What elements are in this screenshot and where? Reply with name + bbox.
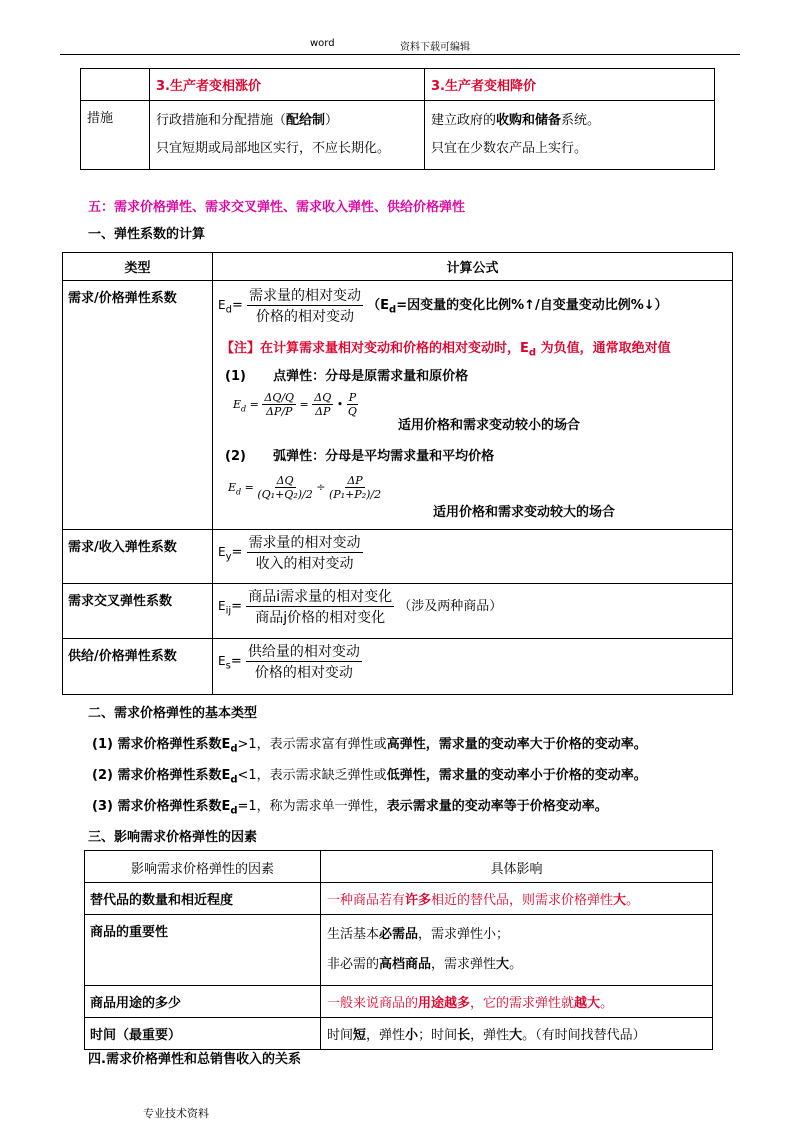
point-elasticity-formula: $E_d$ = $\frac{\Delta Q/Q}{\Delta P/P}$ = $\frac{\Delta Q}{\Delta P}$ • $\frac{P}{Q}$ — [233, 391, 357, 418]
arc-elasticity-title: (2) 弧弹性：分母是平均需求量和平均价格 — [225, 449, 495, 464]
ed-formula: $E_d=$ $\frac{\text{需求量的相对变动}}{\text{价格的相对变动}}$ （$E_d=$因变量的变化比例%↑/自变量变动比例%↓） — [218, 285, 668, 326]
header-lower-price: 3.生产者变相降价 — [425, 69, 715, 101]
header-raise-price: 3.生产者变相涨价 — [150, 69, 425, 101]
cross-elasticity-formula: $E_{ij}=$ $\frac{\text{商品i需求量的相对变化}}{\text{商品j价格的相对变化}}$ （涉及两种商品） — [213, 584, 733, 639]
measures-cell-raise: 行政措施和分配措施（配给制） 只宜短期或局部地区实行，不应长期化。 — [150, 101, 425, 170]
elasticity-table — [62, 252, 733, 695]
measures-label: 措施 — [81, 101, 150, 170]
type-line-1: (1) 需求价格弹性系数$E_d>1$，表示需求富有弹性或高弹性，需求量的变动率大于价格的变动率。 — [92, 737, 647, 755]
effect-importance: 生活基本必需品，需求弹性小； 非必需的高档商品，需求弹性大。 — [321, 915, 713, 986]
ed-note: （$E_d=$因变量的变化比例%↑/自变量变动比例%↓） — [367, 298, 668, 316]
col-type: 类型 — [63, 253, 213, 281]
effect-substitutes: 一种商品若有许多相近的替代品，则需求价格弹性大。 — [321, 883, 713, 915]
section-three-title: 三、影响需求价格弹性的因素 — [88, 830, 258, 845]
header-left: word — [310, 38, 335, 49]
point-elasticity-use: 适用价格和需求变动较小的场合 — [398, 418, 581, 433]
footer-text: 专业技术资料 — [143, 1107, 209, 1120]
header-right: 资料下载可编辑 — [400, 42, 470, 53]
arc-elasticity-formula: $E_d$ = $\frac{\Delta Q}{\text{(Q₁+Q₂)/2}}$ ÷ $\frac{\Delta P}{\text{(P₁+P₂)/2}}$ — [228, 474, 382, 501]
effect-uses: 一般来说商品的用途越多，它的需求弹性就越大。 — [321, 986, 713, 1018]
income-elasticity-formula: $E_y=$ $\frac{\text{需求量的相对变动}}{\text{收入的相对变动}}$ — [213, 530, 733, 584]
supply-elasticity-formula: $E_s=$ $\frac{\text{供给量的相对变动}}{\text{价格的相对变动}}$ — [213, 639, 733, 695]
section-four-title: 四.需求价格弹性和总销售收入的关系 — [88, 1052, 301, 1067]
factor-substitutes: 替代品的数量和相近程度 — [85, 883, 321, 915]
col-formula: 计算公式 — [213, 253, 733, 281]
point-elasticity-title: (1) 点弹性：分母是原需求量和原价格 — [225, 369, 469, 384]
factors-table — [84, 850, 713, 1050]
section-two-title: 二、需求价格弹性的基本类型 — [88, 706, 258, 721]
factor-uses: 商品用途的多少 — [85, 986, 321, 1018]
factors-col-effect: 具体影响 — [321, 851, 713, 883]
row-type-income-elasticity: 需求/收入弹性系数 — [63, 530, 213, 584]
ed-fraction: $\frac{\text{需求量的相对变动}}{\text{价格的相对变动}}$ — [247, 285, 363, 326]
type-line-3: (3) 需求价格弹性系数$E_d=1$，称为需求单一弹性，表示需求量的变动率等于价格变动率。 — [92, 799, 608, 817]
arc-elasticity-use: 适用价格和需求变动较大的场合 — [433, 505, 616, 520]
ed-warning-note: 【注】在计算需求量相对变动和价格的相对变动时，$E_d$ 为负值，通常取绝对值 — [221, 341, 671, 359]
factors-col-factor: 影响需求价格弹性的因素 — [85, 851, 321, 883]
row-type-cross-elasticity: 需求交叉弹性系数 — [63, 584, 213, 639]
section-one-title: 一、弹性系数的计算 — [88, 227, 206, 242]
factor-importance: 商品的重要性 — [85, 915, 321, 986]
price-elasticity-formula-cell — [213, 281, 733, 530]
effect-time: 时间短，弹性小；时间长，弹性大。（有时间找替代品） — [321, 1018, 713, 1050]
measures-table — [80, 68, 715, 170]
measures-cell-lower: 建立政府的收购和储备系统。 只宜在少数农产品上实行。 — [425, 101, 715, 170]
factor-time: 时间（最重要） — [85, 1018, 321, 1050]
row-type-price-elasticity: 需求/价格弹性系数 — [63, 281, 213, 530]
type-line-2: (2) 需求价格弹性系数$E_d<1$，表示需求缺乏弹性或低弹性，需求量的变动率小于价格的变动率。 — [92, 768, 647, 786]
row-type-supply-elasticity: 供给/价格弹性系数 — [63, 639, 213, 695]
header-divider — [60, 54, 740, 55]
section-five-title: 五：需求价格弹性、需求交叉弹性、需求收入弹性、供给价格弹性 — [88, 200, 466, 215]
